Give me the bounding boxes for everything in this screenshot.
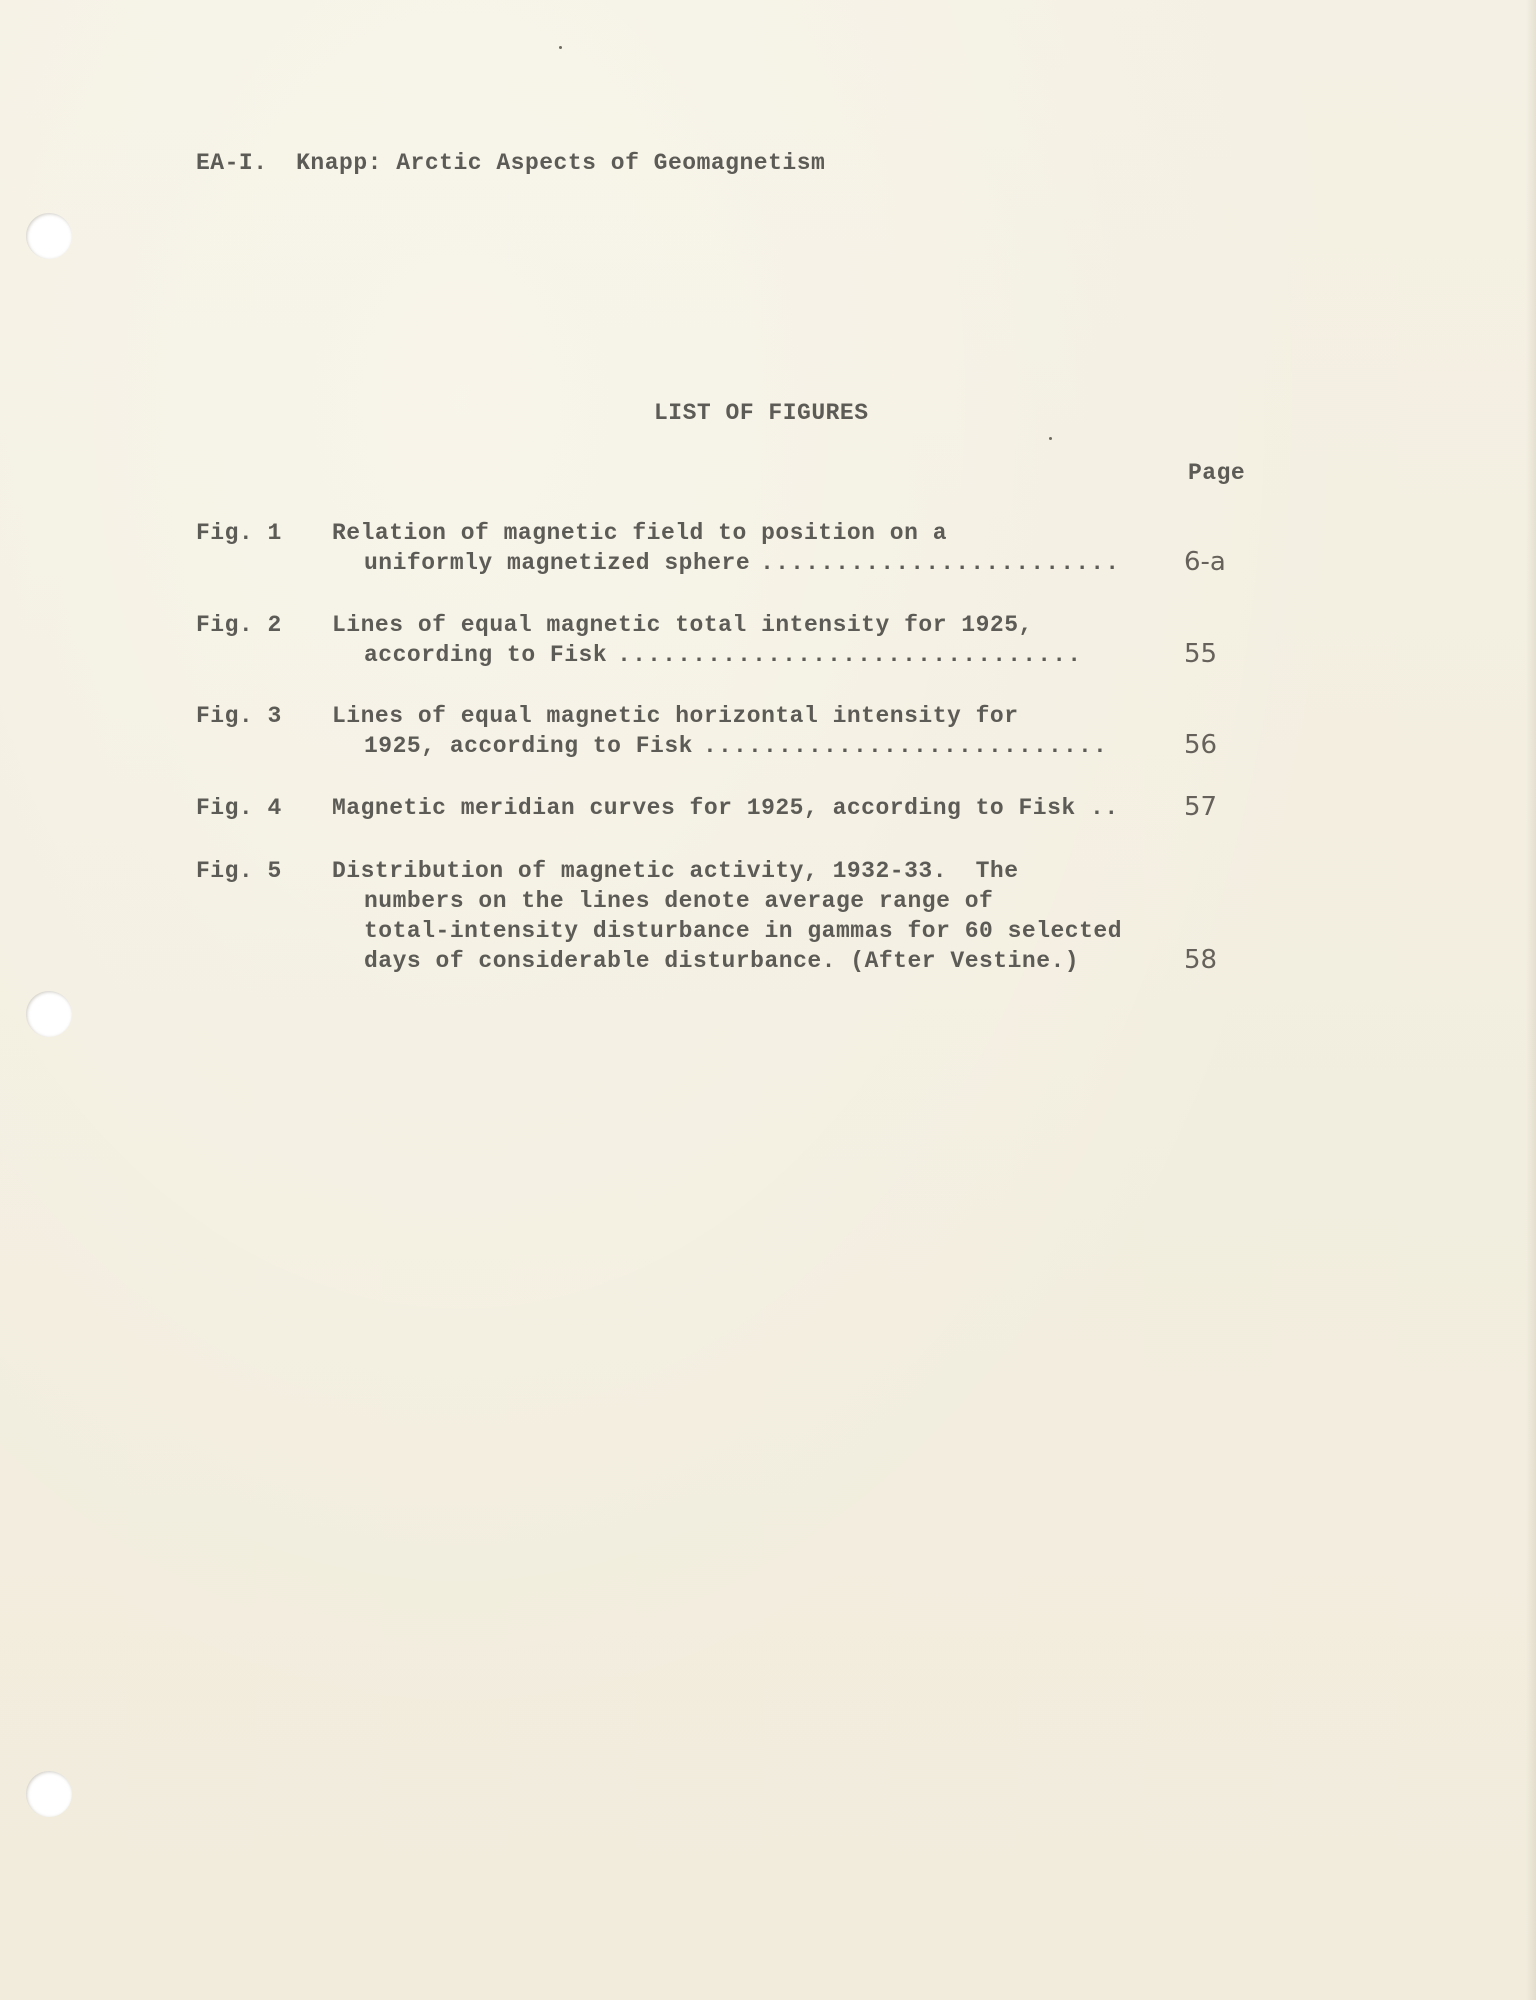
dot-leader: ........................... [702,733,1109,759]
paper-speck [559,46,562,49]
page-column-heading: Page [1188,460,1246,486]
figure-label: Fig. 3 [196,703,282,729]
figure-label: Fig. 4 [196,795,282,821]
figure-caption-line: total-intensity disturbance in gammas for 60 selected [364,918,1123,944]
punch-hole [26,213,72,259]
figure-page-number: 57 [1184,792,1218,822]
figure-caption-line: Magnetic meridian curves for 1925, according to Fisk .. [332,795,1119,821]
figure-caption-text: uniformly magnetized sphere [364,550,751,576]
figure-caption-text: according to Fisk [364,642,608,668]
figure-page-number: 6-a [1184,547,1226,577]
dot-leader: ........................ [760,550,1121,576]
punch-hole [26,991,72,1037]
figure-caption-text: 1925, according to Fisk [364,733,693,759]
dot-leader: ............................... [617,642,1083,668]
figure-caption-line: days of considerable disturbance. (After Vestine.) [364,948,1080,974]
figure-label: Fig. 5 [196,858,282,884]
paper-edge-shadow [1526,0,1536,2000]
page-title: LIST OF FIGURES [654,400,869,426]
figure-caption-line [364,642,1082,668]
document-header: EA-I. Knapp: Arctic Aspects of Geomagnetism [196,150,826,176]
figure-page-number: 56 [1184,730,1218,760]
figure-caption-line: Distribution of magnetic activity, 1932-33. The [332,858,1019,884]
figure-caption-line: Lines of equal magnetic horizontal intensity for [332,703,1019,729]
figure-label: Fig. 1 [196,520,282,546]
figure-page-number: 58 [1184,945,1218,975]
paper-speck [1049,437,1052,440]
figure-caption-line: Relation of magnetic field to position on a [332,520,947,546]
figure-page-number: 55 [1184,639,1218,669]
figure-caption-line: Lines of equal magnetic total intensity for 1925, [332,612,1033,638]
figure-caption-line [364,550,1120,576]
figure-caption-line: numbers on the lines denote average range of [364,888,994,914]
figure-caption-line [364,733,1108,759]
punch-hole [26,1771,72,1817]
figure-label: Fig. 2 [196,612,282,638]
